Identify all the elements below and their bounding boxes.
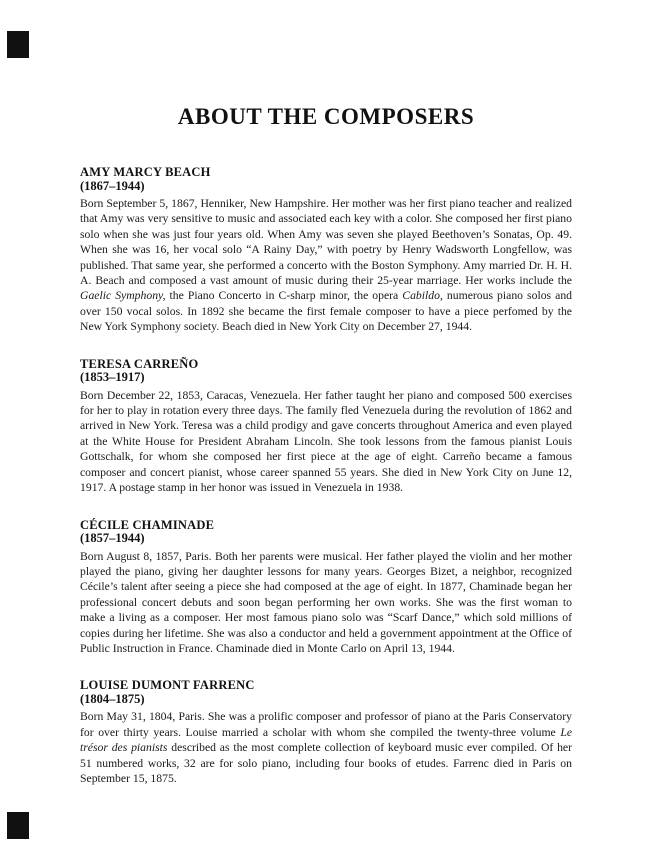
composer-section <box>80 519 572 657</box>
composer-name: AMY MARCY BEACH <box>80 165 211 179</box>
composer-bio <box>80 549 572 657</box>
composer-years: (1853–1917) <box>80 370 145 385</box>
composer-years: (1857–1944) <box>80 531 145 545</box>
composer-bio <box>80 388 572 496</box>
bio-text: numerous piano solos and over 150 vocal solos. In 1892 she became the first female composer to have a piece perfomed by the New York Symphony society. Beach died in New York City on December 27, 1944. <box>80 289 573 334</box>
bio-italic-text: Gaelic Symphony, <box>80 289 166 303</box>
registration-mark-top-left <box>7 31 29 58</box>
composer-sections <box>80 166 572 786</box>
bio-italic-text: Cabildo, <box>402 289 443 303</box>
registration-mark-bottom-left <box>7 812 29 839</box>
bio-text: Born September 5, 1867, Henniker, New Hampshire. Her mother was her first piano teacher and realized that Amy was very sensitive to music and associated each key with a color. She composed her first piano solo when she was just four years old. When Amy was seven she played Beethoven’s Sonatas, Op. 49. When she was 16, her vocal solo “A Rainy Day,” with poetry by Henry Wadsworth Longfellow, was published. That same year, she performed a concerto with the Boston Symphony. Amy married Dr. H. H. A. Beach and composed a vast amount of music during their 25-year marriage. Her works include the <box>80 197 572 288</box>
bio-text: described as the most complete collection of keyboard music ever compiled. Of her 51 numbered works, 32 are for solo piano, including four books of etudes. Farrenc died in Paris on September 15, 1875. <box>80 741 572 785</box>
bio-italic-text: Le trésor des pianists <box>80 725 572 755</box>
composer-years: (1804–1875) <box>80 691 145 706</box>
composer-years: (1867–1944) <box>80 178 145 193</box>
composer-section <box>80 166 572 335</box>
bio-text: Born May 31, 1804, Paris. She was a prolific composer and professor of piano at the Paris Conservatory for over thirty years. Louise married a scholar with whom she compiled the twenty-three volume <box>80 710 572 739</box>
bio-text: the Piano Concerto in C-sharp minor, the opera <box>165 289 403 303</box>
composer-name: CÉCILE CHAMINADE <box>80 517 215 532</box>
bio-text: Born August 8, 1857, Paris. Both her parents were musical. Her father played the violin and her mother played the piano, giving her daughter lessons for many years. Georges Bizet, a neighbor, recognized Cécile’s talent after seeing a piece she had composed at the age of eight. In 1877, Chaminade began her professional concert debuts and soon began performing her own works. She was the first woman to make a living as a composer. Her most famous piano solo was “Scarf Dance,” which sold millions of copies during her lifetime. She was also a conductor and held a government appointment at the Office of Public Instruction in France. Chaminade died in Monte Carlo on April 13, 1944. <box>80 549 572 655</box>
composer-section <box>80 358 572 496</box>
bio-text: Born December 22, 1853, Caracas, Venezuela. Her father taught her piano and composed 500 exercises for her to play in rotation every three days. The family fled Venezuela during the revolution of 1862 and arrived in New York. Teresa was a child prodigy and gave concerts throughout America and even played at the White House for President Abraham Lincoln. She took lessons from the famous pianist Louis Gottschalk, for whom she composed her first piece at the age of eight. Carreño became a famous composer and concert pianist, whose career spanned 55 years. She died in New York City on June 12, 1917. A postage stamp in her honor was issued in Venezuela in 1938. <box>80 388 572 495</box>
composer-name: LOUISE DUMONT FARRENC <box>80 678 255 693</box>
composer-bio <box>80 709 572 786</box>
page-title: ABOUT THE COMPOSERS <box>177 104 475 129</box>
composer-name: TERESA CARREÑO <box>80 356 199 371</box>
composer-section <box>80 679 572 786</box>
composer-bio <box>80 196 572 335</box>
